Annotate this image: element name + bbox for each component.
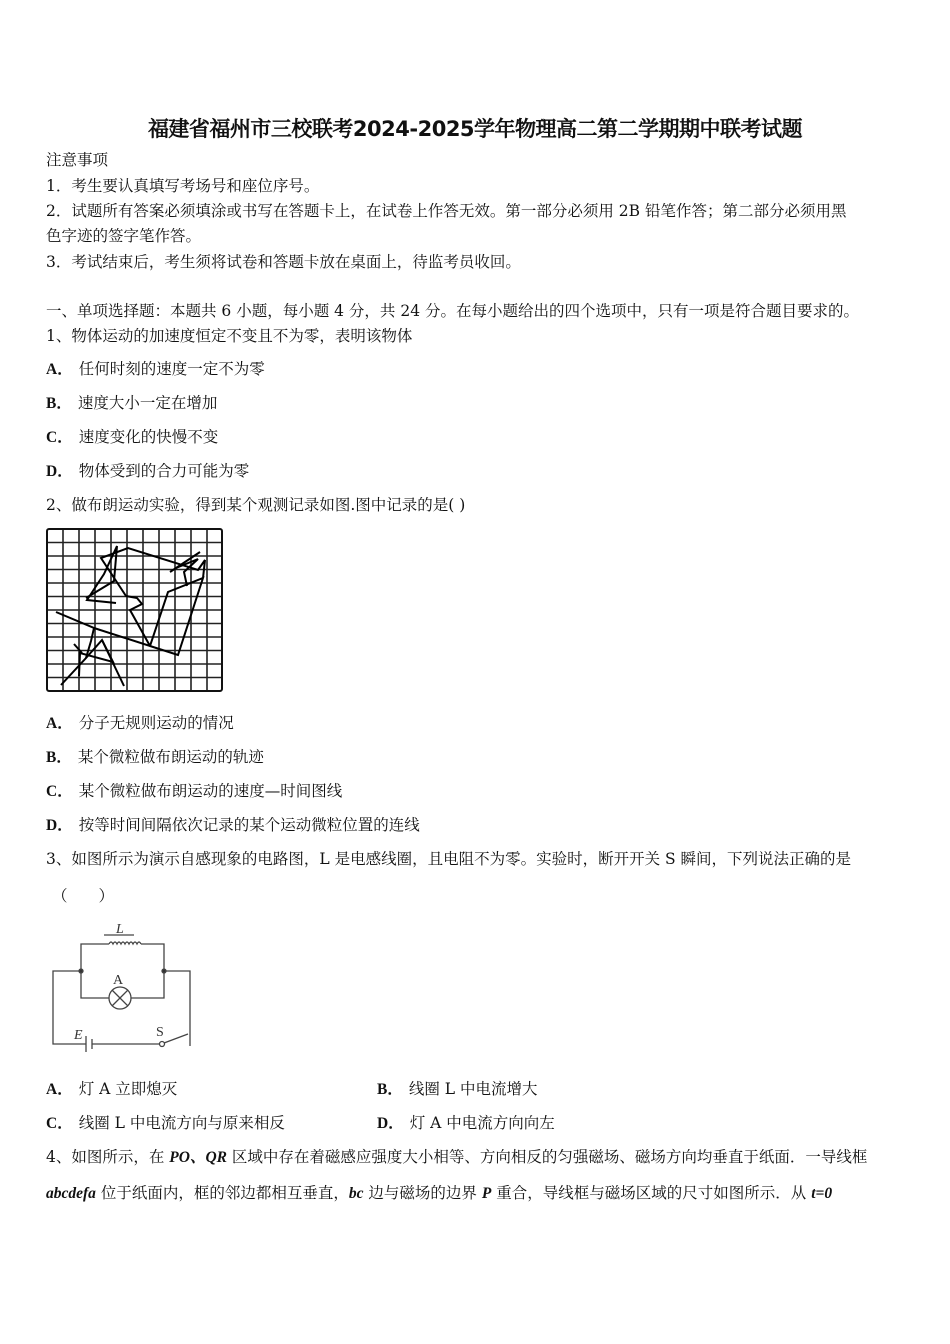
q3-stem: 3、如图所示为演示自感现象的电路图，L 是电感线圈，且电阻不为零。实验时，断开开关 S 瞬间，下列说法正确的是 — [46, 850, 852, 868]
option-text: 按等时间间隔依次记录的某个运动微粒位置的连线 — [78, 816, 420, 834]
option-text: 物体受到的合力可能为零 — [78, 462, 250, 480]
text: 区域中存在着磁感应强度大小相等、方向相反的匀强磁场、磁场方向均垂直于纸面．一导线框 — [227, 1148, 868, 1166]
variable: abcdefa — [46, 1185, 96, 1202]
q1-option-b — [46, 393, 217, 414]
option-letter: B． — [46, 395, 72, 412]
option-text: 任何时刻的速度一定不为零 — [78, 360, 265, 378]
variable: P — [481, 1185, 492, 1202]
q3-option-c — [46, 1113, 285, 1134]
option-text: 某个微粒做布朗运动的速度—时间图线 — [78, 782, 343, 800]
q4-stem-line2 — [46, 1183, 832, 1204]
notice-item: 1．考生要认真填写考场号和座位序号。 — [46, 177, 320, 195]
q3-option-b — [377, 1079, 538, 1100]
notice-heading: 注意事项 — [46, 151, 109, 169]
option-letter: A． — [46, 715, 73, 732]
q2-option-c — [46, 781, 342, 802]
option-letter: C． — [46, 783, 73, 800]
answer-paren: （ ） — [52, 887, 115, 905]
option-text: 某个微粒做布朗运动的轨迹 — [77, 748, 264, 766]
q2-option-a — [46, 713, 234, 734]
option-text: 线圈 L 中电流方向与原来相反 — [78, 1114, 285, 1132]
option-text: 分子无规则运动的情况 — [78, 714, 234, 732]
option-letter: C． — [46, 429, 73, 446]
text: 位于纸面内，框的邻边都相互垂直， — [95, 1184, 349, 1202]
page-title: 福建省福州市三校联考2024-2025学年物理高二第二学期期中联考试题 — [147, 117, 803, 141]
q2-stem: 2、做布朗运动实验，得到某个观测记录如图.图中记录的是( ) — [46, 496, 466, 514]
text: 边与磁场的边界 — [363, 1184, 482, 1202]
q1-option-a — [46, 359, 265, 380]
option-letter: D． — [46, 817, 73, 834]
brownian-motion-figure — [46, 528, 224, 694]
option-text: 灯 A 中电流方向向左 — [409, 1114, 555, 1132]
option-text: 速度变化的快慢不变 — [78, 428, 219, 446]
inductor-label: L — [116, 922, 124, 937]
switch-label: S — [156, 1025, 164, 1040]
self-inductance-circuit-figure — [46, 918, 206, 1058]
variable: t=0 — [811, 1185, 833, 1202]
notice-item: 色字迹的签字笔作答。 — [46, 227, 202, 245]
variable: PO、QR — [169, 1149, 227, 1166]
option-text: 速度大小一定在增加 — [77, 394, 218, 412]
text: 4、如图所示，在 — [46, 1148, 170, 1166]
q1-option-d — [46, 461, 249, 482]
lamp-label: A — [113, 973, 124, 988]
option-letter: A． — [46, 1081, 73, 1098]
q3-option-a — [46, 1079, 177, 1100]
option-text: 线圈 L 中电流增大 — [408, 1080, 538, 1098]
notice-item: 2．试题所有答案必须填涂或书写在答题卡上，在试卷上作答无效。第一部分必须用 2B 铅笔作答；第二部分必须用黑 — [46, 202, 847, 220]
notice-item: 3．考试结束后，考生须将试卷和答题卡放在桌面上，待监考员收回。 — [46, 253, 521, 271]
section-heading: 一、单项选择题：本题共 6 小题，每小题 4 分，共 24 分。在每小题给出的四个选项中，只有一项是符合题目要求的。 — [46, 302, 860, 320]
text: 重合，导线框与磁场区域的尺寸如图所示．从 — [491, 1184, 812, 1202]
q3-option-d — [377, 1113, 555, 1134]
variable: bc — [348, 1185, 364, 1202]
q2-option-b — [46, 747, 264, 768]
q1-option-c — [46, 427, 218, 448]
battery-label: E — [74, 1028, 83, 1043]
q2-option-d — [46, 815, 420, 836]
option-letter: A． — [46, 361, 73, 378]
q1-stem: 1、物体运动的加速度恒定不变且不为零，表明该物体 — [46, 327, 413, 345]
option-letter: B． — [46, 749, 72, 766]
option-text: 灯 A 立即熄灭 — [78, 1080, 178, 1098]
option-letter: D． — [377, 1115, 404, 1132]
q4-stem-line1 — [46, 1147, 867, 1168]
option-letter: B． — [377, 1081, 403, 1098]
option-letter: C． — [46, 1115, 73, 1132]
option-letter: D． — [46, 463, 73, 480]
